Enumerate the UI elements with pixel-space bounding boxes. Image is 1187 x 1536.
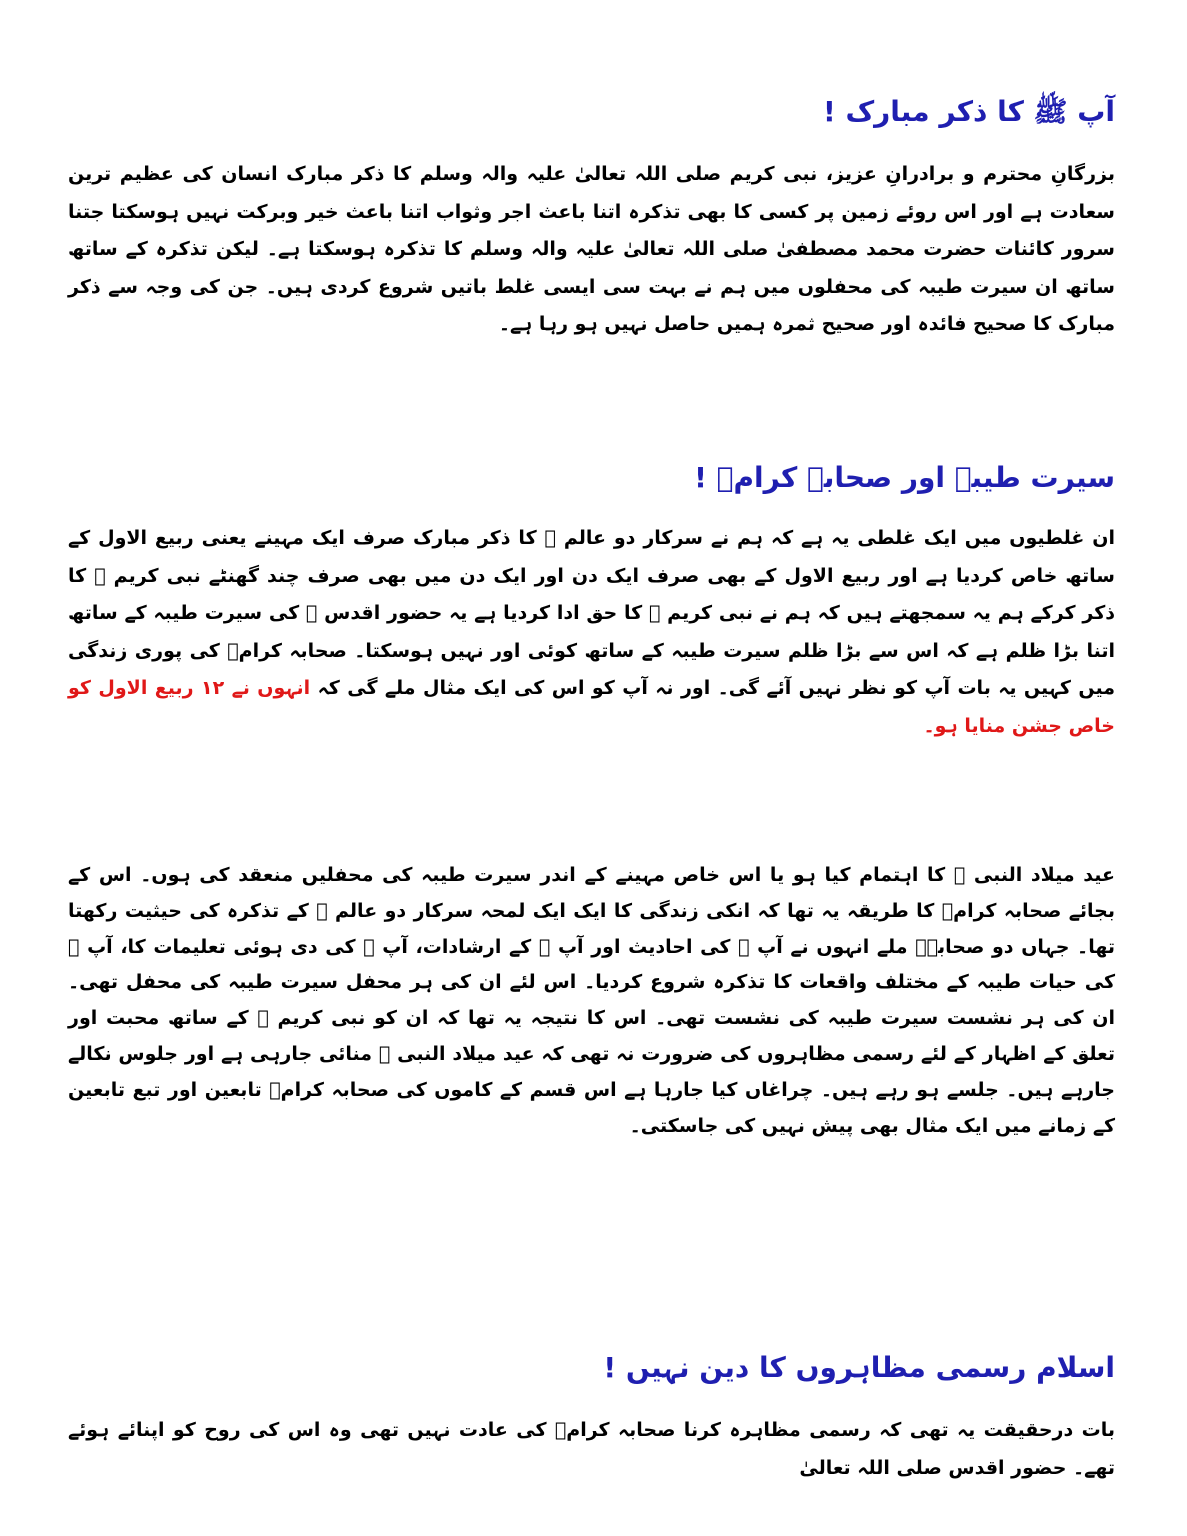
paragraph-text: ان غلطیوں میں ایک غلطی یہ ہے کہ ہم نے سرکار دو عالم ﷺ کا ذکر مبارک صرف ایک مہینے یعنی ربیع الاول کے ساتھ خاص کردیا ہے اور ربیع الاول کے بھی صرف ایک دن اور ایک دن میں بھی صرف چند گھنٹے نبی کریم ﷺ کا ذکر کرکے ہم یہ سمجھتے ہیں کہ ہم نے نبی کریم ﷺ کا حق ادا کردیا ہے یہ حضور اقدس ﷺ کی سیرت طیبہ کے ساتھ اتنا بڑا ظلم ہے کہ اس سے بڑا ظلم سیرت طیبہ کے ساتھ کوئی اور نہیں ہوسکتا۔ صحابہ کرامؓ کی پوری زندگی میں کہیں یہ بات آپ کو نظر نہیں آئے گی۔ اور نہ آپ کو اس کی ایک مثال ملے گی کہ <box>68 527 1115 699</box>
section-seerat-sahaba-body <box>68 520 1115 745</box>
section-heading: اسلام رسمی مظاہروں کا دین نہیں ! <box>603 1351 1115 1384</box>
section-heading: آپ ﷺ کا ذکر مبارک ! <box>822 95 1115 128</box>
section-paragraph <box>68 520 1115 745</box>
section-islam-rasmi-body <box>68 1412 1115 1487</box>
section-islam-rasmi <box>68 1348 1115 1388</box>
section-paragraph: بات درحقیقت یہ تھی کہ رسمی مظاہرہ کرنا صحابہ کرامؓ کی عادت نہیں تھی وہ اس کی روح کو اپنائے ہوئے تھے۔ حضور اقدس صلی اللہ تعالیٰ <box>68 1419 1115 1479</box>
section-seerat-sahaba <box>68 458 1115 498</box>
section-milad-paragraph <box>68 858 1115 1144</box>
highlighted-text: انہوں نے ۱۲ ربیع الاول کو خاص جشن منایا ہو۔ <box>68 677 1115 737</box>
section-zikr-mubarak-body <box>68 156 1115 344</box>
section-zikr-mubarak <box>68 92 1115 132</box>
section-paragraph: عید میلاد النبی ﷺ کا اہتمام کیا ہو یا اس خاص مہینے کے اندر سیرت طیبہ کی محفلیں منعقد کی ہوں۔ اس کے بجائے صحابہ کرامؓ کا طریقہ یہ تھا کہ انکی زندگی کا ایک ایک لمحہ سرکار دو عالم ﷺ کے تذکرہ کی حیثیت رکھتا تھا۔ جہاں دو صحابہؓ ملے انہوں نے آپ ﷺ کی احادیث اور آپ ﷺ کے ارشادات، آپ ﷺ کی دی ہوئی تعلیمات کا، آپ ﷺ کی حیات طیبہ کے مختلف واقعات کا تذکرہ شروع کردیا۔ اس لئے ان کی ہر محفل سیرت طیبہ کی محفل تھی۔ ان کی ہر نشست سیرت طیبہ کی نشست تھی۔ اس کا نتیجہ یہ تھا کہ ان کو نبی کریم ﷺ کے ساتھ محبت اور تعلق کے اظہار کے لئے رسمی مظاہروں کی ضرورت نہ تھی کہ عید میلاد النبی ﷺ منائی جارہی ہے اور جلوس نکالے جارہے ہیں۔ جلسے ہو رہے ہیں۔ چراغاں کیا جارہا ہے اس قسم کے کاموں کی صحابہ کرامؓ تابعین اور تبع تابعین کے زمانے میں ایک مثال بھی پیش نہیں کی جاسکتی۔ <box>68 864 1115 1137</box>
section-heading: سیرت طیبہ اور صحابہ کرامؓ ! <box>694 461 1115 494</box>
section-paragraph: بزرگانِ محترم و برادرانِ عزیز، نبی کریم صلی اللہ تعالیٰ علیہ والہ وسلم کا ذکر مبارک انسان کی عظیم ترین سعادت ہے اور اس روئے زمین پر کسی کا بھی تذکرہ اتنا باعث اجر وثواب اتنا باعث خیر وبرکت نہیں ہوسکتا جتنا سرور کائنات حضرت محمد مصطفیٰ صلی اللہ تعالیٰ علیہ والہ وسلم کا تذکرہ ہوسکتا ہے۔ لیکن تذکرہ کے ساتھ ساتھ ان سیرت طیبہ کی محفلوں میں ہم نے بہت سی ایسی غلط باتیں شروع کردی ہیں۔ جن کی وجہ سے ذکر مبارک کا صحیح فائدہ اور صحیح ثمرہ ہمیں حاصل نہیں ہو رہا ہے۔ <box>68 163 1115 335</box>
